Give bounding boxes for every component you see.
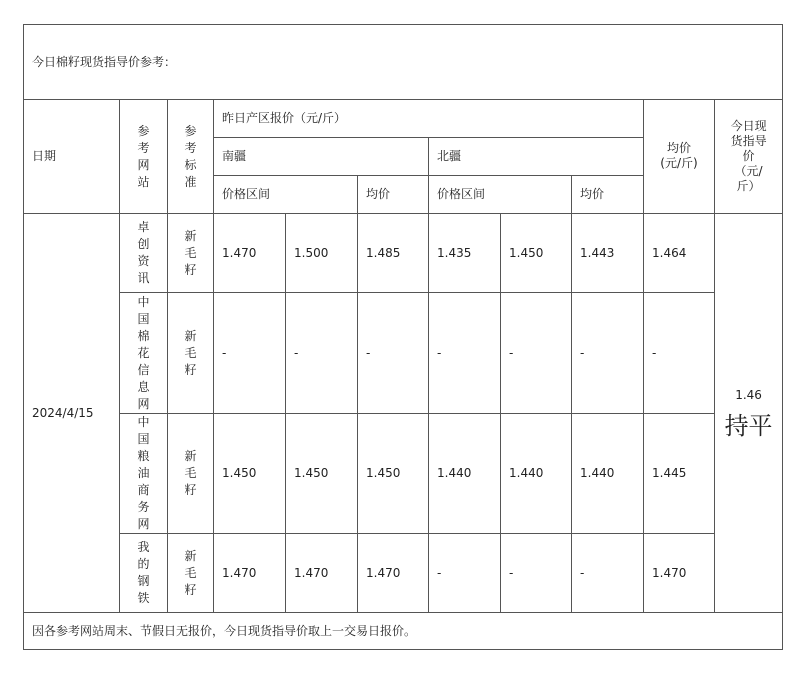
site-cell: 中国棉花信息网: [120, 293, 168, 414]
standard-cell: 新毛籽: [168, 414, 214, 534]
standard-cell: 新毛籽: [168, 534, 214, 613]
today-price: 1.46: [735, 387, 762, 402]
date-cell: 2024/4/15: [24, 214, 120, 613]
header-date: 日期: [24, 100, 120, 214]
north-low-cell: 1.440: [429, 414, 501, 534]
today-status: 持平: [724, 411, 773, 440]
site-cell: 中国粮油商务网: [120, 414, 168, 534]
site-cell: 卓创资讯: [120, 214, 168, 293]
table-row: [24, 534, 783, 613]
header-avg-unit: 均价(元/斤): [644, 100, 715, 214]
header-north-range: 价格区间: [429, 176, 572, 214]
avg-cell: 1.464: [644, 214, 715, 293]
header-south-avg: 均价: [358, 176, 429, 214]
north-high-cell: 1.450: [501, 214, 572, 293]
standard-cell: 新毛籽: [168, 293, 214, 414]
header-south-range: 价格区间: [214, 176, 358, 214]
header-site: 参考网站: [120, 100, 168, 214]
south-avg-cell: -: [358, 293, 429, 414]
price-table: [23, 24, 783, 650]
south-high-cell: -: [286, 293, 358, 414]
avg-cell: 1.445: [644, 414, 715, 534]
south-high-cell: 1.500: [286, 214, 358, 293]
today-guide-cell: [715, 214, 783, 613]
south-avg-cell: 1.450: [358, 414, 429, 534]
north-avg-cell: -: [572, 534, 644, 613]
table-row: [24, 414, 783, 534]
south-high-cell: 1.450: [286, 414, 358, 534]
south-high-cell: 1.470: [286, 534, 358, 613]
north-low-cell: -: [429, 534, 501, 613]
table-row: [24, 214, 783, 293]
north-high-cell: 1.440: [501, 414, 572, 534]
south-low-cell: -: [214, 293, 286, 414]
site-cell: 我的钢铁: [120, 534, 168, 613]
avg-cell: 1.470: [644, 534, 715, 613]
header-north: 北疆: [429, 138, 644, 176]
north-avg-cell: -: [572, 293, 644, 414]
header-south: 南疆: [214, 138, 429, 176]
header-today-guide: 今日现货指导价（元/斤）: [715, 100, 783, 214]
north-avg-cell: 1.443: [572, 214, 644, 293]
south-avg-cell: 1.485: [358, 214, 429, 293]
north-avg-cell: 1.440: [572, 414, 644, 534]
south-avg-cell: 1.470: [358, 534, 429, 613]
avg-cell: -: [644, 293, 715, 414]
header-standard: 参考标准: [168, 100, 214, 214]
header-north-avg: 均价: [572, 176, 644, 214]
standard-cell: 新毛籽: [168, 214, 214, 293]
header-yesterday-quote: 昨日产区报价（元/斤）: [214, 100, 644, 138]
intro-text: 今日棉籽现货指导价参考：: [24, 25, 783, 100]
north-high-cell: -: [501, 293, 572, 414]
north-low-cell: 1.435: [429, 214, 501, 293]
south-low-cell: 1.470: [214, 534, 286, 613]
south-low-cell: 1.470: [214, 214, 286, 293]
footnote: 因各参考网站周末、节假日无报价，今日现货指导价取上一交易日报价。: [24, 613, 783, 650]
south-low-cell: 1.450: [214, 414, 286, 534]
north-high-cell: -: [501, 534, 572, 613]
north-low-cell: -: [429, 293, 501, 414]
table-row: [24, 293, 783, 414]
